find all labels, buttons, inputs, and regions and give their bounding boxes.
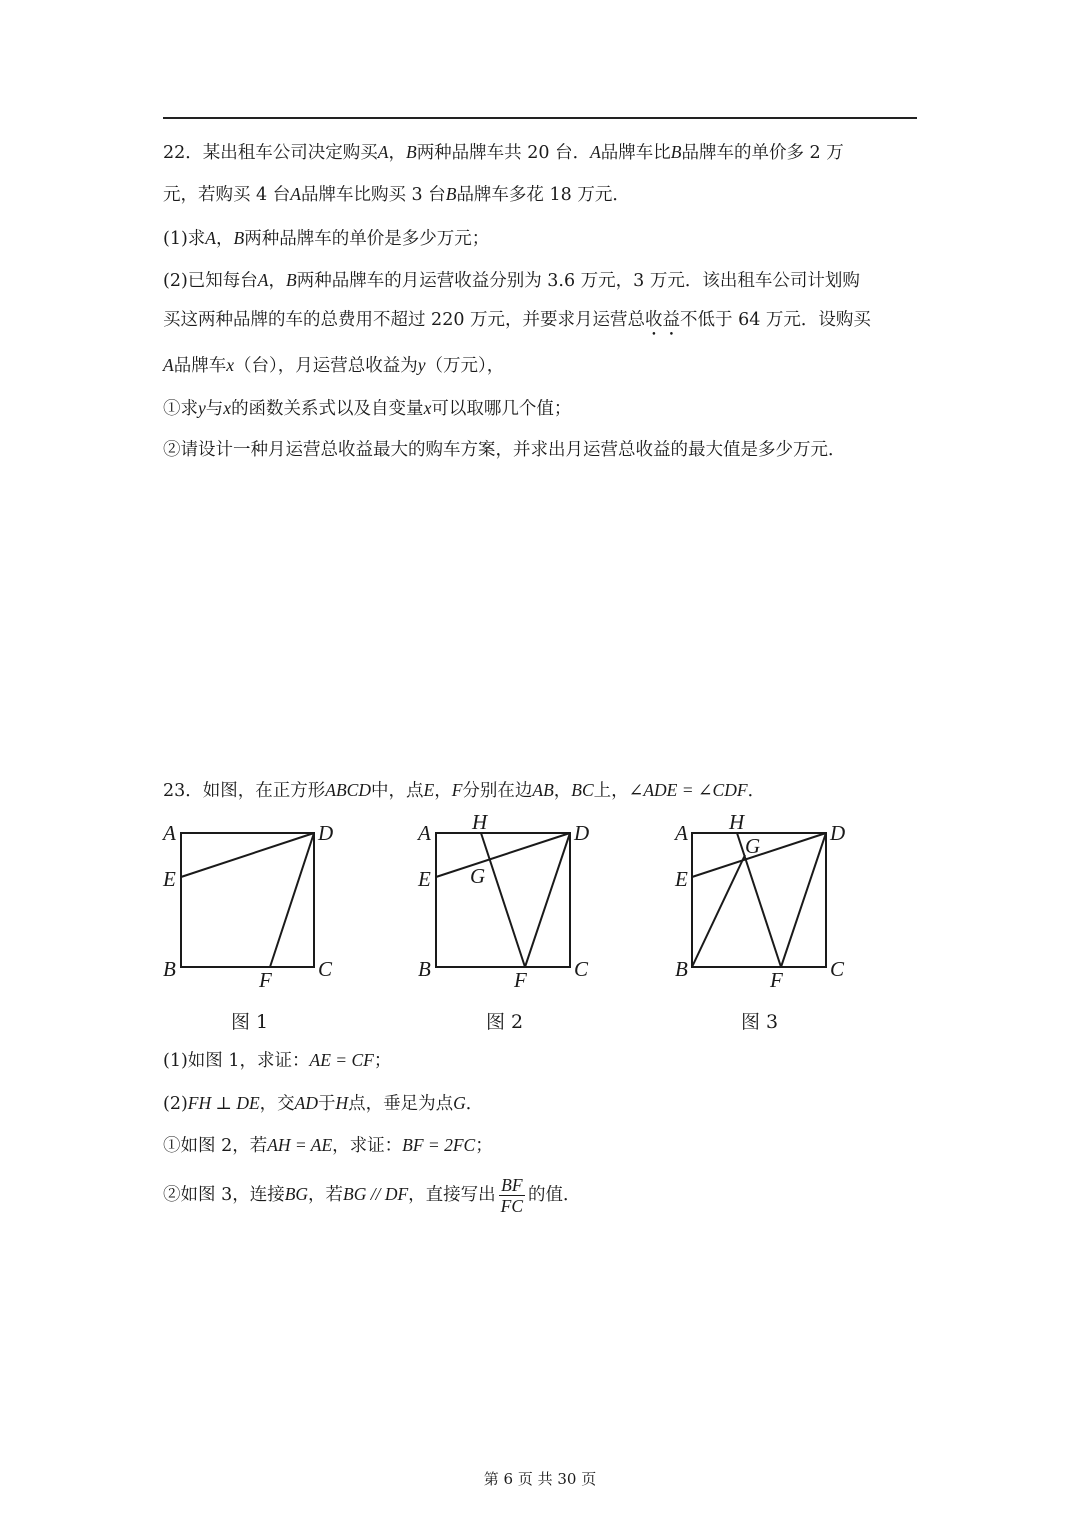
fig3-label-C: C bbox=[830, 957, 845, 981]
q22-part-1: (1)求A，B两种品牌车的单价是多少万元； bbox=[163, 228, 490, 249]
geometry-figures bbox=[150, 805, 870, 1040]
fig2-label-B: B bbox=[418, 957, 431, 981]
figure-2-segment-DE bbox=[436, 833, 570, 877]
fraction-numerator: BF bbox=[499, 1175, 525, 1196]
fig1-caption: 图 1 bbox=[231, 1011, 269, 1033]
fig3-caption: 图 3 bbox=[741, 1011, 779, 1033]
emphasis-text: 收益 bbox=[645, 310, 681, 330]
q23-part-2: (2)FH ⊥ DE，交AD于H点，垂足为点G． bbox=[163, 1093, 484, 1114]
q23-sub-1: ①如图 2，若AH = AE，求证：BF = 2FC； bbox=[163, 1135, 493, 1156]
figure-2-segment-DF bbox=[525, 833, 570, 967]
figure-3-segment-BG bbox=[692, 855, 745, 967]
fig2-label-E: E bbox=[418, 867, 431, 891]
figure-3-segment-DF bbox=[781, 833, 826, 967]
q22-sub-1: ①求y与x的函数关系式以及自变量x可以取哪几个值； bbox=[163, 398, 572, 419]
q23-sub-2: ②如图 3，连接BG，若BG // DF，直接写出 $\frac{BF}{FC}$ 的值． bbox=[163, 1175, 581, 1216]
figure-2-diagram bbox=[436, 833, 570, 967]
fig2-label-G: G bbox=[470, 864, 486, 888]
fig3-label-E: E bbox=[675, 867, 688, 891]
header-rule bbox=[163, 117, 917, 119]
q23-line-1: 23．如图，在正方形ABCD中，点E，F分别在边AB，BC上，∠ADE = ∠CDF． bbox=[163, 780, 766, 801]
fig1-label-F: F bbox=[259, 968, 272, 992]
q22-line-2: 元，若购买 4 台A品牌车比购买 3 台B品牌车多花 18 万元． bbox=[163, 184, 630, 205]
figure-1-square bbox=[181, 833, 314, 967]
q22-line-1: 22．某出租车公司决定购买A，B两种品牌车共 20 台．A品牌车比B品牌车的单价多 2 万 bbox=[163, 142, 844, 163]
q22-line-6: A品牌车x（台），月运营总收益为y（万元）， bbox=[163, 355, 505, 376]
figure-1-segment-DF bbox=[270, 833, 314, 967]
fig3-label-A: A bbox=[675, 821, 688, 845]
fig1-label-B: B bbox=[163, 957, 176, 981]
figure-2-segment-FH bbox=[481, 833, 525, 967]
fig3-label-G: G bbox=[745, 834, 761, 858]
q22-line-5: 买这两种品牌的车的总费用不超过 220 万元，并要求月运营总收益不低于 64 万元．设购买 bbox=[163, 310, 871, 330]
fig2-label-F: F bbox=[514, 968, 527, 992]
q23-part-1: (1)如图 1，求证：AE = CF； bbox=[163, 1050, 392, 1071]
q22-sub-2: ②请设计一种月运营总收益最大的购车方案，并求出月运营总收益的最大值是多少万元． bbox=[163, 440, 846, 460]
figure-1-diagram bbox=[181, 833, 314, 967]
figure-1-segment-DE bbox=[181, 833, 314, 877]
fig1-label-D: D bbox=[318, 821, 334, 845]
fig2-label-A: A bbox=[418, 821, 431, 845]
fig3-label-B: B bbox=[675, 957, 688, 981]
fig1-label-E: E bbox=[163, 867, 176, 891]
fig1-label-A: A bbox=[163, 821, 176, 845]
fraction-bf-over-fc bbox=[499, 1175, 525, 1216]
fig2-label-D: D bbox=[574, 821, 590, 845]
fig3-label-H: H bbox=[729, 810, 745, 834]
fig2-caption: 图 2 bbox=[486, 1011, 524, 1033]
fig1-label-C: C bbox=[318, 957, 333, 981]
fig2-label-C: C bbox=[574, 957, 589, 981]
fig3-label-D: D bbox=[830, 821, 846, 845]
fraction-denominator: FC bbox=[500, 1196, 524, 1216]
page-footer: 第 6 页 共 30 页 bbox=[483, 1470, 597, 1488]
fig3-label-F: F bbox=[770, 968, 783, 992]
fig2-label-H: H bbox=[472, 810, 488, 834]
q22-part-2: (2)已知每台A，B两种品牌车的月运营收益分别为 3.6 万元，3 万元．该出租车公司计划购 bbox=[163, 270, 860, 291]
